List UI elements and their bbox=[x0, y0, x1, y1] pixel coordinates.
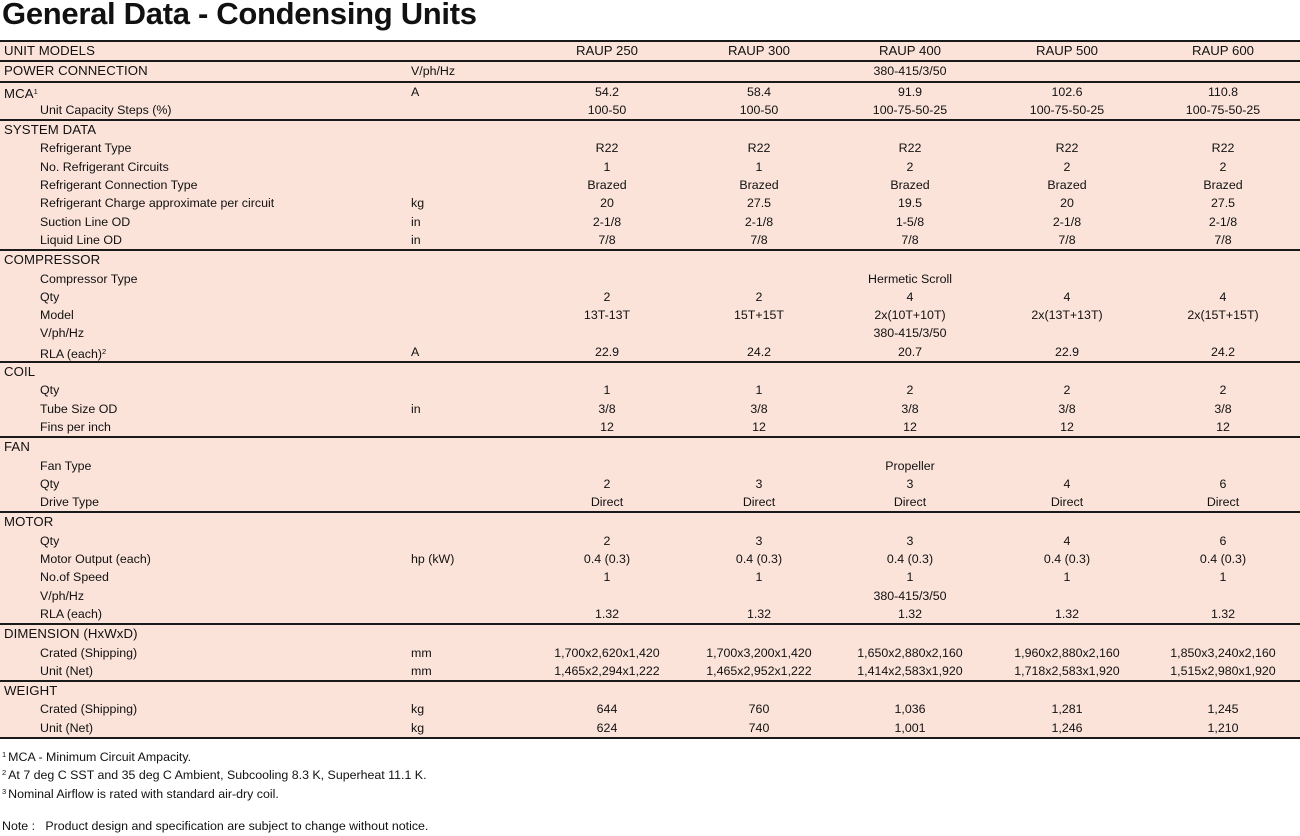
section-label bbox=[4, 121, 96, 139]
table-row bbox=[0, 400, 1300, 418]
row-label bbox=[40, 605, 102, 623]
value-cell: 100-75-50-25 bbox=[1185, 102, 1261, 117]
value-cell: 2x(10T+10T) bbox=[874, 308, 946, 323]
value-cell: 3/8 bbox=[750, 401, 768, 416]
value-cell: 12 bbox=[1060, 419, 1074, 434]
unit-label: V/ph/Hz bbox=[411, 64, 456, 79]
row-label-text: V/ph/Hz bbox=[40, 326, 85, 341]
value-cell: 100-75-50-25 bbox=[872, 102, 948, 117]
unit-label: mm bbox=[411, 645, 432, 660]
value-cell: 102.6 bbox=[1051, 84, 1083, 99]
table-row bbox=[0, 381, 1300, 399]
value-cell: 1,718x2,583x1,920 bbox=[1014, 663, 1120, 678]
section-row bbox=[0, 511, 1300, 531]
value-cell: 2 bbox=[755, 289, 763, 304]
section-label bbox=[4, 62, 148, 80]
section-label bbox=[4, 251, 100, 269]
page-title: General Data - Condensing Units bbox=[2, 0, 477, 31]
model-header: RAUP 300 bbox=[727, 43, 791, 58]
row-label-text: RLA (each) bbox=[40, 346, 102, 361]
value-cell: Brazed bbox=[1203, 178, 1243, 193]
value-cell: 1,650x2,880x2,160 bbox=[857, 645, 963, 660]
value-cell: 1 bbox=[755, 570, 763, 585]
row-label-text: Refrigerant Connection Type bbox=[40, 178, 198, 193]
value-cell: 2 bbox=[1063, 159, 1071, 174]
value-cell: 1 bbox=[755, 159, 763, 174]
row-label-text: RLA (each) bbox=[40, 606, 102, 621]
table-row bbox=[0, 343, 1300, 361]
value-cell: 1,465x2,952x1,222 bbox=[706, 663, 812, 678]
table-row bbox=[0, 550, 1300, 568]
row-label bbox=[40, 288, 59, 306]
row-label-text: V/ph/Hz bbox=[40, 588, 85, 603]
value-cell: 644 bbox=[596, 702, 618, 717]
value-cell: 15T+15T bbox=[734, 308, 784, 323]
row-label-text: Crated (Shipping) bbox=[40, 702, 138, 717]
footnote bbox=[2, 746, 427, 764]
value-cell: 2 bbox=[906, 159, 914, 174]
row-label bbox=[40, 644, 137, 662]
value-cell: 1.32 bbox=[746, 606, 772, 621]
footnote-text: MCA - Minimum Circuit Ampacity. bbox=[8, 750, 192, 764]
unit-label: in bbox=[411, 214, 421, 229]
row-label bbox=[40, 418, 111, 436]
value-cell: 3/8 bbox=[1214, 401, 1232, 416]
value-cell: 1,960x2,880x2,160 bbox=[1014, 645, 1120, 660]
value-cell: 1 bbox=[603, 159, 611, 174]
value-cell: Brazed bbox=[587, 178, 627, 193]
value-cell: 1,465x2,294x1,222 bbox=[554, 663, 660, 678]
table-row bbox=[0, 605, 1300, 623]
value-cell: 3 bbox=[755, 533, 763, 548]
row-label-text: Fan Type bbox=[40, 458, 92, 473]
value-cell: 2x(13T+13T) bbox=[1031, 308, 1103, 323]
value-cell: 4 bbox=[1063, 533, 1071, 548]
row-label bbox=[40, 213, 130, 231]
value-cell: 1 bbox=[755, 383, 763, 398]
value-cell: 4 bbox=[1219, 289, 1227, 304]
value-cell: 0.4 (0.3) bbox=[1043, 552, 1091, 567]
value-cell: 100-50 bbox=[587, 102, 627, 117]
table-row bbox=[0, 176, 1300, 194]
unit-label: in bbox=[411, 401, 421, 416]
row-label bbox=[40, 324, 84, 342]
row-label-text: Crated (Shipping) bbox=[40, 645, 138, 660]
row-label-text: Refrigerant Type bbox=[40, 141, 132, 156]
row-label-text: COIL bbox=[4, 364, 36, 380]
row-label bbox=[40, 493, 99, 511]
footnote-mark: 1 bbox=[2, 750, 7, 759]
row-label bbox=[40, 139, 131, 157]
value-cell: 58.4 bbox=[746, 84, 772, 99]
row-label bbox=[40, 381, 59, 399]
value-cell: 1,515x2,980x1,920 bbox=[1170, 663, 1276, 678]
footnote-ref: 1 bbox=[33, 86, 38, 96]
table-row bbox=[0, 532, 1300, 550]
value-cell: 2-1/8 bbox=[1208, 214, 1238, 229]
model-header: RAUP 600 bbox=[1191, 43, 1255, 58]
row-label-text: WEIGHT bbox=[4, 683, 58, 699]
row-label-text: Fins per inch bbox=[40, 419, 111, 434]
value-cell: 1,245 bbox=[1207, 702, 1239, 717]
row-label-text: Qty bbox=[40, 533, 60, 548]
row-label-text: COMPRESSOR bbox=[4, 252, 101, 268]
value-cell: R22 bbox=[595, 141, 619, 156]
table-row bbox=[0, 568, 1300, 586]
section-label bbox=[4, 438, 30, 456]
value-cell: 0.4 (0.3) bbox=[583, 552, 631, 567]
table-row bbox=[0, 700, 1300, 718]
value-cell: 24.2 bbox=[746, 344, 772, 359]
value-cell: 1 bbox=[906, 570, 914, 585]
table-row bbox=[0, 457, 1300, 475]
value-cell: 6 bbox=[1219, 476, 1227, 491]
value-cell: 7/8 bbox=[1058, 232, 1076, 247]
value-cell: 1,210 bbox=[1207, 720, 1239, 735]
row-label bbox=[40, 700, 137, 718]
table-row bbox=[0, 101, 1300, 119]
value-cell: 22.9 bbox=[594, 344, 620, 359]
table-row bbox=[0, 288, 1300, 306]
row-label-text: SYSTEM DATA bbox=[4, 122, 97, 138]
value-cell: 22.9 bbox=[1054, 344, 1080, 359]
value-cell: 1 bbox=[603, 570, 611, 585]
disclaimer-note: Note : Product design and specification are subject to change without notice. bbox=[2, 819, 429, 833]
value-cell: 1,700x3,200x1,420 bbox=[706, 645, 812, 660]
value-cell: 7/8 bbox=[1214, 232, 1232, 247]
value-cell: 1,246 bbox=[1051, 720, 1083, 735]
value-cell: 7/8 bbox=[750, 232, 768, 247]
value-cell: 2-1/8 bbox=[1052, 214, 1082, 229]
value-cell: 3/8 bbox=[598, 401, 616, 416]
value-cell: Direct bbox=[742, 495, 776, 510]
table-row bbox=[0, 587, 1300, 605]
section-label bbox=[4, 513, 53, 531]
value-cell: 27.5 bbox=[746, 196, 772, 211]
spanning-value: Propeller bbox=[885, 458, 935, 473]
value-cell: 1.32 bbox=[1054, 606, 1080, 621]
value-cell: Direct bbox=[1206, 495, 1240, 510]
value-cell: 6 bbox=[1219, 533, 1227, 548]
value-cell: 2x(15T+15T) bbox=[1187, 308, 1259, 323]
table-row bbox=[0, 475, 1300, 493]
model-header: RAUP 400 bbox=[878, 43, 942, 58]
value-cell: 2 bbox=[1063, 383, 1071, 398]
spec-table bbox=[0, 40, 1300, 739]
value-cell: Brazed bbox=[890, 178, 930, 193]
row-label-text: MOTOR bbox=[4, 514, 54, 530]
row-label-text: Model bbox=[40, 308, 74, 323]
table-row bbox=[0, 493, 1300, 511]
footnote-mark: 2 bbox=[2, 768, 7, 778]
table-row bbox=[0, 306, 1300, 324]
row-label bbox=[40, 457, 91, 475]
row-label-text: Refrigerant Charge approximate per circuit bbox=[40, 196, 275, 211]
value-cell: 91.9 bbox=[897, 84, 923, 99]
value-cell: 2 bbox=[603, 533, 611, 548]
section-label bbox=[4, 625, 138, 643]
footnote-mark: 3 bbox=[2, 786, 7, 796]
value-cell: 3/8 bbox=[1058, 401, 1076, 416]
value-cell: 1,281 bbox=[1051, 702, 1083, 717]
value-cell: 760 bbox=[748, 702, 770, 717]
value-cell: 2 bbox=[603, 289, 611, 304]
unit-label: A bbox=[411, 344, 420, 359]
value-cell: 1,700x2,620x1,420 bbox=[554, 645, 660, 660]
row-label-text: Unit (Net) bbox=[40, 663, 94, 678]
section-label bbox=[4, 363, 35, 381]
footnote-ref: 2 bbox=[101, 346, 107, 356]
row-label-text: Suction Line OD bbox=[40, 214, 131, 229]
value-cell: 624 bbox=[596, 720, 618, 735]
footnote bbox=[2, 783, 427, 801]
unit-label: kg bbox=[411, 702, 425, 717]
value-cell: Direct bbox=[1050, 495, 1084, 510]
unit-label: kg bbox=[411, 720, 425, 735]
section-row bbox=[0, 119, 1300, 139]
value-cell: 1.32 bbox=[897, 606, 923, 621]
value-cell: 100-50 bbox=[739, 102, 779, 117]
value-cell: 2 bbox=[906, 383, 914, 398]
row-label-text: POWER CONNECTION bbox=[4, 63, 148, 79]
value-cell: 1.32 bbox=[594, 606, 620, 621]
unit-label: in bbox=[411, 232, 421, 247]
value-cell: 2-1/8 bbox=[744, 214, 774, 229]
section-row bbox=[0, 60, 1300, 80]
value-cell: 4 bbox=[906, 289, 914, 304]
unit-label: kg bbox=[411, 196, 425, 211]
value-cell: Direct bbox=[590, 495, 624, 510]
section-row bbox=[0, 436, 1300, 456]
value-cell: 7/8 bbox=[901, 232, 919, 247]
table-row bbox=[0, 644, 1300, 662]
value-cell: 1 bbox=[1063, 570, 1071, 585]
value-cell: 110.8 bbox=[1207, 84, 1239, 99]
table-row bbox=[0, 719, 1300, 739]
row-label bbox=[40, 101, 172, 119]
value-cell: 0.4 (0.3) bbox=[1199, 552, 1247, 567]
value-cell: 7/8 bbox=[598, 232, 616, 247]
row-label bbox=[40, 194, 274, 212]
value-cell: R22 bbox=[1211, 141, 1235, 156]
unit-label: mm bbox=[411, 663, 432, 678]
table-row bbox=[0, 158, 1300, 176]
unit-label: hp (kW) bbox=[411, 552, 455, 567]
value-cell: 1,414x2,583x1,920 bbox=[857, 663, 963, 678]
row-label bbox=[40, 719, 93, 737]
unit-label: A bbox=[411, 84, 420, 99]
value-cell: 2 bbox=[1219, 159, 1227, 174]
value-cell: 13T-13T bbox=[583, 308, 631, 323]
row-label-text: Qty bbox=[40, 476, 60, 491]
value-cell: 3 bbox=[906, 476, 914, 491]
row-label bbox=[40, 532, 59, 550]
row-label-text: Qty bbox=[40, 289, 60, 304]
value-cell: 3 bbox=[906, 533, 914, 548]
model-header: RAUP 500 bbox=[1035, 43, 1099, 58]
spanning-value: 380-415/3/50 bbox=[873, 326, 947, 341]
row-label-text: Drive Type bbox=[40, 495, 99, 510]
value-cell: 12 bbox=[752, 419, 766, 434]
value-cell: 20 bbox=[600, 196, 614, 211]
section-row bbox=[0, 680, 1300, 700]
value-cell: 1,001 bbox=[894, 720, 926, 735]
value-cell: 1,036 bbox=[894, 702, 926, 717]
table-row bbox=[0, 662, 1300, 680]
table-row bbox=[0, 213, 1300, 231]
row-label bbox=[40, 176, 198, 194]
row-label-text: No.of Speed bbox=[40, 570, 109, 585]
row-label-text: Unit Capacity Steps (%) bbox=[40, 102, 172, 117]
row-label bbox=[40, 550, 151, 568]
value-cell: 54.2 bbox=[594, 84, 620, 99]
section-row bbox=[0, 249, 1300, 269]
value-cell: 4 bbox=[1063, 289, 1071, 304]
model-header: RAUP 250 bbox=[575, 43, 639, 58]
value-cell: 1.32 bbox=[1210, 606, 1236, 621]
value-cell: R22 bbox=[1055, 141, 1079, 156]
row-label-text: Unit (Net) bbox=[40, 720, 94, 735]
value-cell: 740 bbox=[748, 720, 770, 735]
value-cell: 2 bbox=[1219, 383, 1227, 398]
row-label bbox=[40, 270, 138, 288]
value-cell: 3 bbox=[755, 476, 763, 491]
value-cell: 12 bbox=[1216, 419, 1230, 434]
row-label-text: DIMENSION (HxWxD) bbox=[4, 626, 138, 642]
header-row bbox=[0, 40, 1300, 60]
table-row bbox=[0, 139, 1300, 157]
value-cell: 19.5 bbox=[897, 196, 923, 211]
footnotes bbox=[2, 746, 427, 801]
row-label bbox=[40, 306, 74, 324]
value-cell: 2 bbox=[603, 476, 611, 491]
value-cell: 0.4 (0.3) bbox=[735, 552, 783, 567]
row-label-text: FAN bbox=[4, 439, 30, 455]
footnote-text: At 7 deg C SST and 35 deg C Ambient, Subcooling 8.3 K, Superheat 11.1 K. bbox=[8, 768, 427, 783]
value-cell: 1-5/8 bbox=[895, 214, 925, 229]
value-cell: 0.4 (0.3) bbox=[886, 552, 934, 567]
value-cell: Direct bbox=[893, 495, 927, 510]
table-row bbox=[0, 418, 1300, 436]
value-cell: 4 bbox=[1063, 476, 1071, 491]
spanning-value: 380-415/3/50 bbox=[873, 588, 947, 603]
value-cell: 20 bbox=[1060, 196, 1074, 211]
section-label bbox=[4, 682, 57, 700]
row-label-text: Qty bbox=[40, 383, 60, 398]
spanning-value: Hermetic Scroll bbox=[868, 271, 952, 286]
row-label bbox=[40, 587, 84, 605]
value-cell: 20.7 bbox=[897, 344, 923, 359]
section-row bbox=[0, 81, 1300, 101]
value-cell: R22 bbox=[747, 141, 771, 156]
value-cell: 3/8 bbox=[901, 401, 919, 416]
section-label bbox=[4, 83, 38, 101]
row-label bbox=[40, 568, 109, 586]
value-cell: 1 bbox=[1219, 570, 1227, 585]
value-cell: 12 bbox=[903, 419, 917, 434]
value-cell: 24.2 bbox=[1210, 344, 1236, 359]
row-label-text: Compressor Type bbox=[40, 271, 138, 286]
row-label-text: No. Refrigerant Circuits bbox=[40, 159, 169, 174]
row-label bbox=[40, 158, 169, 176]
value-cell: 100-75-50-25 bbox=[1029, 102, 1105, 117]
value-cell: 27.5 bbox=[1210, 196, 1236, 211]
footnote-text: Nominal Airflow is rated with standard air-dry coil. bbox=[8, 786, 279, 801]
row-label bbox=[40, 343, 106, 361]
spanning-value: 380-415/3/50 bbox=[873, 64, 947, 79]
footnote bbox=[2, 764, 427, 782]
value-cell: R22 bbox=[898, 141, 922, 156]
row-label bbox=[40, 475, 59, 493]
value-cell: 12 bbox=[600, 419, 614, 434]
header-label: UNIT MODELS bbox=[4, 43, 95, 58]
row-label bbox=[40, 662, 93, 680]
row-label-text: Motor Output (each) bbox=[40, 552, 151, 567]
value-cell: 1 bbox=[603, 383, 611, 398]
section-row bbox=[0, 361, 1300, 381]
row-label bbox=[40, 400, 117, 418]
value-cell: 2-1/8 bbox=[592, 214, 622, 229]
table-row bbox=[0, 270, 1300, 288]
table-row bbox=[0, 231, 1300, 249]
row-label-text: Liquid Line OD bbox=[40, 232, 122, 247]
table-row bbox=[0, 194, 1300, 212]
value-cell: Brazed bbox=[739, 178, 779, 193]
section-row bbox=[0, 623, 1300, 643]
value-cell: Brazed bbox=[1047, 178, 1087, 193]
value-cell: 1,850x3,240x2,160 bbox=[1170, 645, 1276, 660]
table-row bbox=[0, 324, 1300, 342]
row-label bbox=[40, 231, 122, 249]
row-label-text: Tube Size OD bbox=[40, 401, 118, 416]
row-label-text: MCA bbox=[4, 85, 34, 101]
